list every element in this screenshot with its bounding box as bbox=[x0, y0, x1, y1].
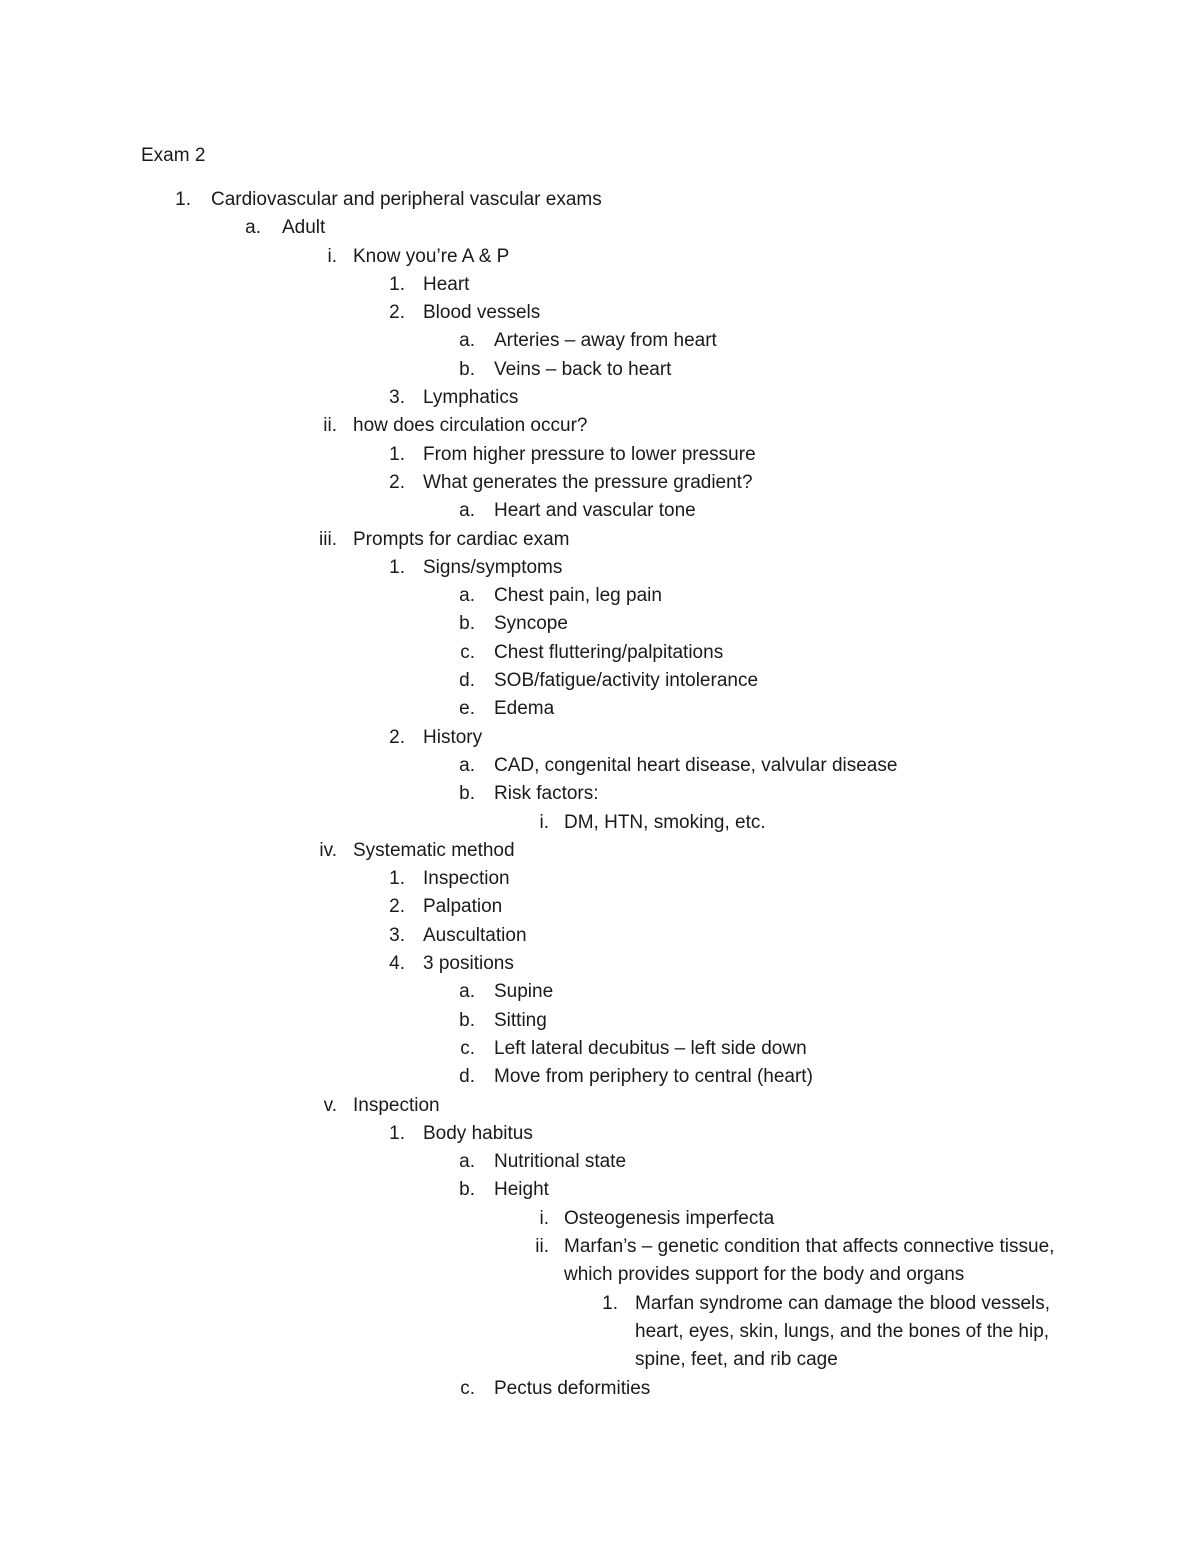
list-item-text: Heart and vascular tone bbox=[494, 500, 696, 522]
list-item bbox=[0, 978, 1200, 1006]
list-marker: b. bbox=[459, 1009, 475, 1031]
list-item-text: Edema bbox=[494, 698, 555, 720]
list-item bbox=[0, 893, 1200, 921]
list-item bbox=[0, 1035, 1200, 1063]
list-item-text: Palpation bbox=[423, 896, 503, 918]
list-item bbox=[0, 639, 1200, 667]
list-item bbox=[0, 469, 1200, 497]
list-item bbox=[0, 950, 1200, 978]
list-item-text: Auscultation bbox=[423, 924, 527, 946]
list-item bbox=[0, 1233, 1200, 1290]
list-item bbox=[0, 1092, 1200, 1120]
outline-list bbox=[0, 186, 1200, 1403]
list-item bbox=[0, 922, 1200, 950]
list-item-text: Arteries – away from heart bbox=[494, 330, 717, 352]
list-item-text: Lymphatics bbox=[423, 387, 519, 409]
list-item-text: Height bbox=[494, 1179, 549, 1201]
list-item-text: Inspection bbox=[423, 868, 510, 890]
list-item bbox=[0, 1375, 1200, 1403]
list-marker: b. bbox=[459, 1179, 475, 1201]
list-item bbox=[0, 724, 1200, 752]
list-marker: 1. bbox=[175, 189, 191, 210]
list-item bbox=[0, 1176, 1200, 1204]
list-marker: i. bbox=[539, 1207, 549, 1229]
list-marker: 1. bbox=[389, 1122, 405, 1144]
list-marker: a. bbox=[459, 1151, 475, 1173]
list-marker: a. bbox=[459, 981, 475, 1003]
list-item-text: Supine bbox=[494, 981, 554, 1003]
list-item-text: Marfan’s – genetic condition that affects connective tissue, which provides support for the body and organs bbox=[564, 1235, 1055, 1286]
list-item-text: Syncope bbox=[494, 613, 568, 635]
list-item bbox=[0, 1290, 1200, 1375]
list-marker: 2. bbox=[389, 302, 405, 324]
list-item-text: Left lateral decubitus – left side down bbox=[494, 1037, 807, 1059]
list-item-text: Know you’re A & P bbox=[353, 245, 510, 267]
list-marker: i. bbox=[539, 811, 549, 833]
list-marker: 2. bbox=[389, 726, 405, 748]
list-item-text: Nutritional state bbox=[494, 1151, 627, 1173]
list-item-text: History bbox=[423, 726, 483, 748]
list-item-text: DM, HTN, smoking, etc. bbox=[564, 811, 766, 833]
list-item-text: how does circulation occur? bbox=[353, 415, 588, 437]
list-item bbox=[0, 1007, 1200, 1035]
list-marker: b. bbox=[459, 358, 475, 380]
list-item-text: Body habitus bbox=[423, 1122, 533, 1144]
list-item-text: Adult bbox=[282, 217, 326, 239]
list-item-text: Prompts for cardiac exam bbox=[353, 528, 570, 550]
list-item-text: Osteogenesis imperfecta bbox=[564, 1207, 775, 1229]
list-marker: ii. bbox=[323, 415, 337, 437]
list-item bbox=[0, 752, 1200, 780]
list-item bbox=[0, 695, 1200, 723]
list-item bbox=[0, 526, 1200, 554]
list-item-text: Signs/symptoms bbox=[423, 556, 563, 578]
list-item bbox=[0, 582, 1200, 610]
list-item bbox=[0, 243, 1200, 271]
list-marker: 1. bbox=[389, 443, 405, 465]
list-item bbox=[0, 1063, 1200, 1091]
list-marker: iii. bbox=[319, 528, 337, 550]
list-item-text: Marfan syndrome can damage the blood vessels, heart, eyes, skin, lungs, and the bones of the hip, spine, feet, and rib cage bbox=[635, 1292, 1051, 1371]
list-item-text: Sitting bbox=[494, 1009, 547, 1031]
list-item bbox=[0, 327, 1200, 355]
list-marker: ii. bbox=[535, 1235, 549, 1257]
list-item-text: Veins – back to heart bbox=[494, 358, 672, 380]
list-item bbox=[0, 384, 1200, 412]
list-item-text: SOB/fatigue/activity intolerance bbox=[494, 670, 759, 692]
list-item bbox=[0, 497, 1200, 525]
list-item bbox=[0, 186, 1200, 214]
list-item-text: Chest fluttering/palpitations bbox=[494, 641, 724, 663]
list-marker: a. bbox=[459, 500, 475, 522]
list-item bbox=[0, 441, 1200, 469]
list-item-text: Inspection bbox=[353, 1094, 440, 1116]
list-marker: b. bbox=[459, 783, 475, 805]
list-item-text: Pectus deformities bbox=[494, 1377, 651, 1399]
list-marker: e. bbox=[459, 698, 475, 720]
list-marker: a. bbox=[245, 217, 261, 239]
list-marker: a. bbox=[459, 754, 475, 776]
list-item-text: Move from periphery to central (heart) bbox=[494, 1066, 813, 1088]
list-marker: 2. bbox=[389, 471, 405, 493]
list-marker: a. bbox=[459, 585, 475, 607]
list-item-text: From higher pressure to lower pressure bbox=[423, 443, 756, 465]
list-marker: b. bbox=[459, 613, 475, 635]
list-item bbox=[0, 1205, 1200, 1233]
list-marker: iv. bbox=[319, 839, 337, 861]
list-item bbox=[0, 214, 1200, 242]
list-item-text: Systematic method bbox=[353, 839, 515, 861]
list-item-text: Heart bbox=[423, 273, 470, 295]
list-item-text: Chest pain, leg pain bbox=[494, 585, 662, 607]
list-marker: d. bbox=[459, 670, 475, 692]
list-marker: i. bbox=[327, 245, 337, 267]
list-marker: 2. bbox=[389, 896, 405, 918]
list-marker: v. bbox=[323, 1094, 337, 1116]
list-marker: 1. bbox=[602, 1292, 618, 1314]
list-item bbox=[0, 809, 1200, 837]
list-item bbox=[0, 412, 1200, 440]
list-marker: c. bbox=[460, 1377, 475, 1399]
list-item bbox=[0, 865, 1200, 893]
list-marker: 3. bbox=[389, 387, 405, 409]
list-marker: 4. bbox=[389, 953, 405, 975]
list-item bbox=[0, 780, 1200, 808]
list-item bbox=[0, 271, 1200, 299]
list-item bbox=[0, 554, 1200, 582]
list-marker: 1. bbox=[389, 868, 405, 890]
list-marker: 1. bbox=[389, 556, 405, 578]
list-item bbox=[0, 837, 1200, 865]
list-marker: 1. bbox=[389, 273, 405, 295]
list-item bbox=[0, 610, 1200, 638]
list-item bbox=[0, 356, 1200, 384]
list-item-text: Risk factors: bbox=[494, 783, 599, 805]
list-item-text: 3 positions bbox=[423, 953, 514, 975]
list-item-text: What generates the pressure gradient? bbox=[423, 471, 753, 493]
list-item bbox=[0, 299, 1200, 327]
list-item bbox=[0, 667, 1200, 695]
list-marker: c. bbox=[460, 641, 475, 663]
list-item-text: Blood vessels bbox=[423, 302, 541, 324]
list-item-text: Cardiovascular and peripheral vascular exams bbox=[211, 189, 602, 210]
list-marker: 3. bbox=[389, 924, 405, 946]
list-item bbox=[0, 1120, 1200, 1148]
list-marker: d. bbox=[459, 1066, 475, 1088]
list-marker: a. bbox=[459, 330, 475, 352]
list-item bbox=[0, 1148, 1200, 1176]
document-title: Exam 2 bbox=[141, 145, 206, 166]
list-marker: c. bbox=[460, 1037, 475, 1059]
list-item-text: CAD, congenital heart disease, valvular disease bbox=[494, 754, 898, 776]
